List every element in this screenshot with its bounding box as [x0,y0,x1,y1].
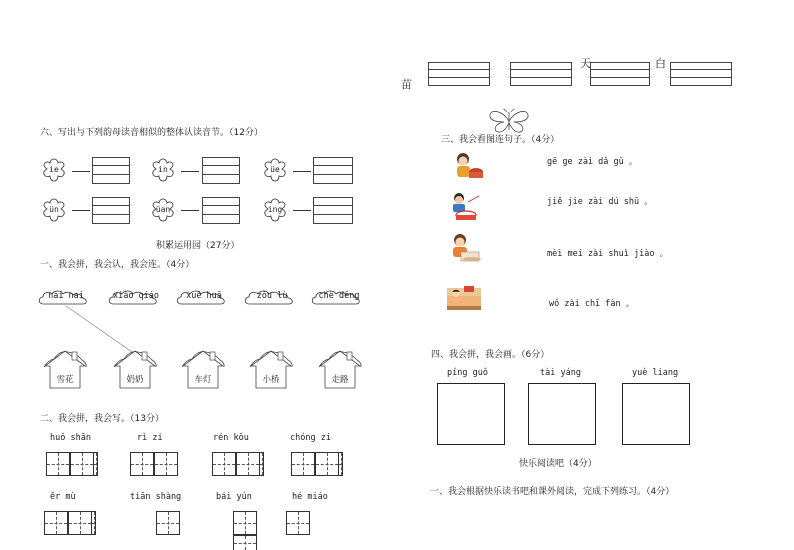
cloud-label: xuě huā [186,291,222,301]
sentence-pinyin: gē ge zài dǎ gǔ 。 [547,157,638,167]
butterfly-decoration-icon [486,108,532,134]
pinyin-prompt: ěr mù [50,492,76,502]
section-3-title: 三、我会看图连句子。（4分） [441,135,560,145]
pinyin-prompt: bái yún [216,492,252,502]
sentence-pinyin: mèi mei zài shuì jiào 。 [547,249,669,259]
drawing-prompt: yuè liang [632,368,679,378]
house-card[interactable] [112,348,158,390]
sentence-pinyin: jiě jie zài dú shū 。 [547,197,653,207]
tian-grid-cell[interactable] [212,452,236,476]
pinyin-prompt: chóng zi [290,433,331,443]
tian-grid-edge [94,452,98,476]
pinyin-prompt: rén kǒu [213,433,249,443]
reading-title: 快乐阅读吧（4分） [519,459,597,469]
cloud-label: xiǎo qiáo [112,291,160,301]
vowel-label: ing [267,205,283,214]
header-char-miao: 苗 [401,78,412,91]
child-sleeping-picture-icon [444,282,484,314]
accumulation-title: 积累运用园（27分） [156,241,240,251]
sentence-pinyin: wǒ zài chī fàn 。 [549,299,635,309]
vowel-label: ün [49,205,59,214]
tian-grid-cell[interactable] [44,511,68,535]
tian-grid-cell[interactable] [233,535,257,550]
drawing-box-apple[interactable] [437,383,505,445]
vowel-label: in [158,165,168,174]
girl-drum-picture-icon [447,150,487,182]
house-card[interactable] [42,348,88,390]
tian-grid-cell[interactable] [291,452,315,476]
drawing-prompt: tài yáng [540,368,581,378]
tian-grid-cell[interactable] [156,511,180,535]
header-char-tian: 天 [580,57,591,70]
tian-grid-cell[interactable] [315,452,339,476]
pinyin-prompt: hé miáo [292,492,328,502]
vowel-label: üe [270,165,280,174]
pinyin-prompt: huǒ shān [50,433,91,443]
tian-grid-cell[interactable] [70,452,94,476]
girl-reading-picture-icon [445,232,485,264]
cloud-label: chē dēng [318,291,360,301]
pinyin-prompt: tiān shàng [130,492,182,502]
house-label: 车灯 [194,375,212,385]
cloud-label: nāi nai [48,291,84,301]
boy-drum-picture-icon [446,190,486,222]
house-label: 雪花 [56,375,74,385]
section-4-title: 四、我会拼，我会画。（6分） [431,350,550,360]
tian-grid-cell[interactable] [130,452,154,476]
drawing-box-sun[interactable] [528,383,596,445]
tian-grid-cell[interactable] [46,452,70,476]
tian-grid-cell[interactable] [286,511,310,535]
vowel-label: ie [49,165,59,174]
drawing-prompt: píng guǒ [447,368,488,378]
tian-grid-edge [260,452,264,476]
reading-question-1: 一、我会根据快乐读书吧和课外阅读，完成下列练习。（4分） [430,487,675,497]
pinyin-prompt: rì zi [137,433,163,443]
house-card[interactable] [248,348,294,390]
house-label: 奶奶 [126,375,144,385]
section-1-title: 一、我会拼，我会认，我会连。（4分） [40,260,195,270]
tian-grid-cell[interactable] [68,511,92,535]
drawing-box-moon[interactable] [622,383,690,445]
tian-grid-edge [339,452,343,476]
house-label: 小桥 [262,375,280,385]
section-2-title: 二、我会拼，我会写。（13分） [40,414,164,424]
tian-grid-cell[interactable] [154,452,178,476]
tian-grid-cell[interactable] [236,452,260,476]
house-card[interactable] [180,348,226,390]
cloud-label: zǒu lù [256,291,288,301]
section-6-title: 六、写出与下列韵母读音相似的整体认读音节。（12分） [40,128,263,138]
house-card[interactable] [317,348,363,390]
tian-grid-edge [92,511,96,535]
header-char-bai: 白 [655,57,666,70]
house-label: 走路 [331,375,349,385]
vowel-label: üan [155,205,171,214]
tian-grid-cell[interactable] [233,511,257,535]
